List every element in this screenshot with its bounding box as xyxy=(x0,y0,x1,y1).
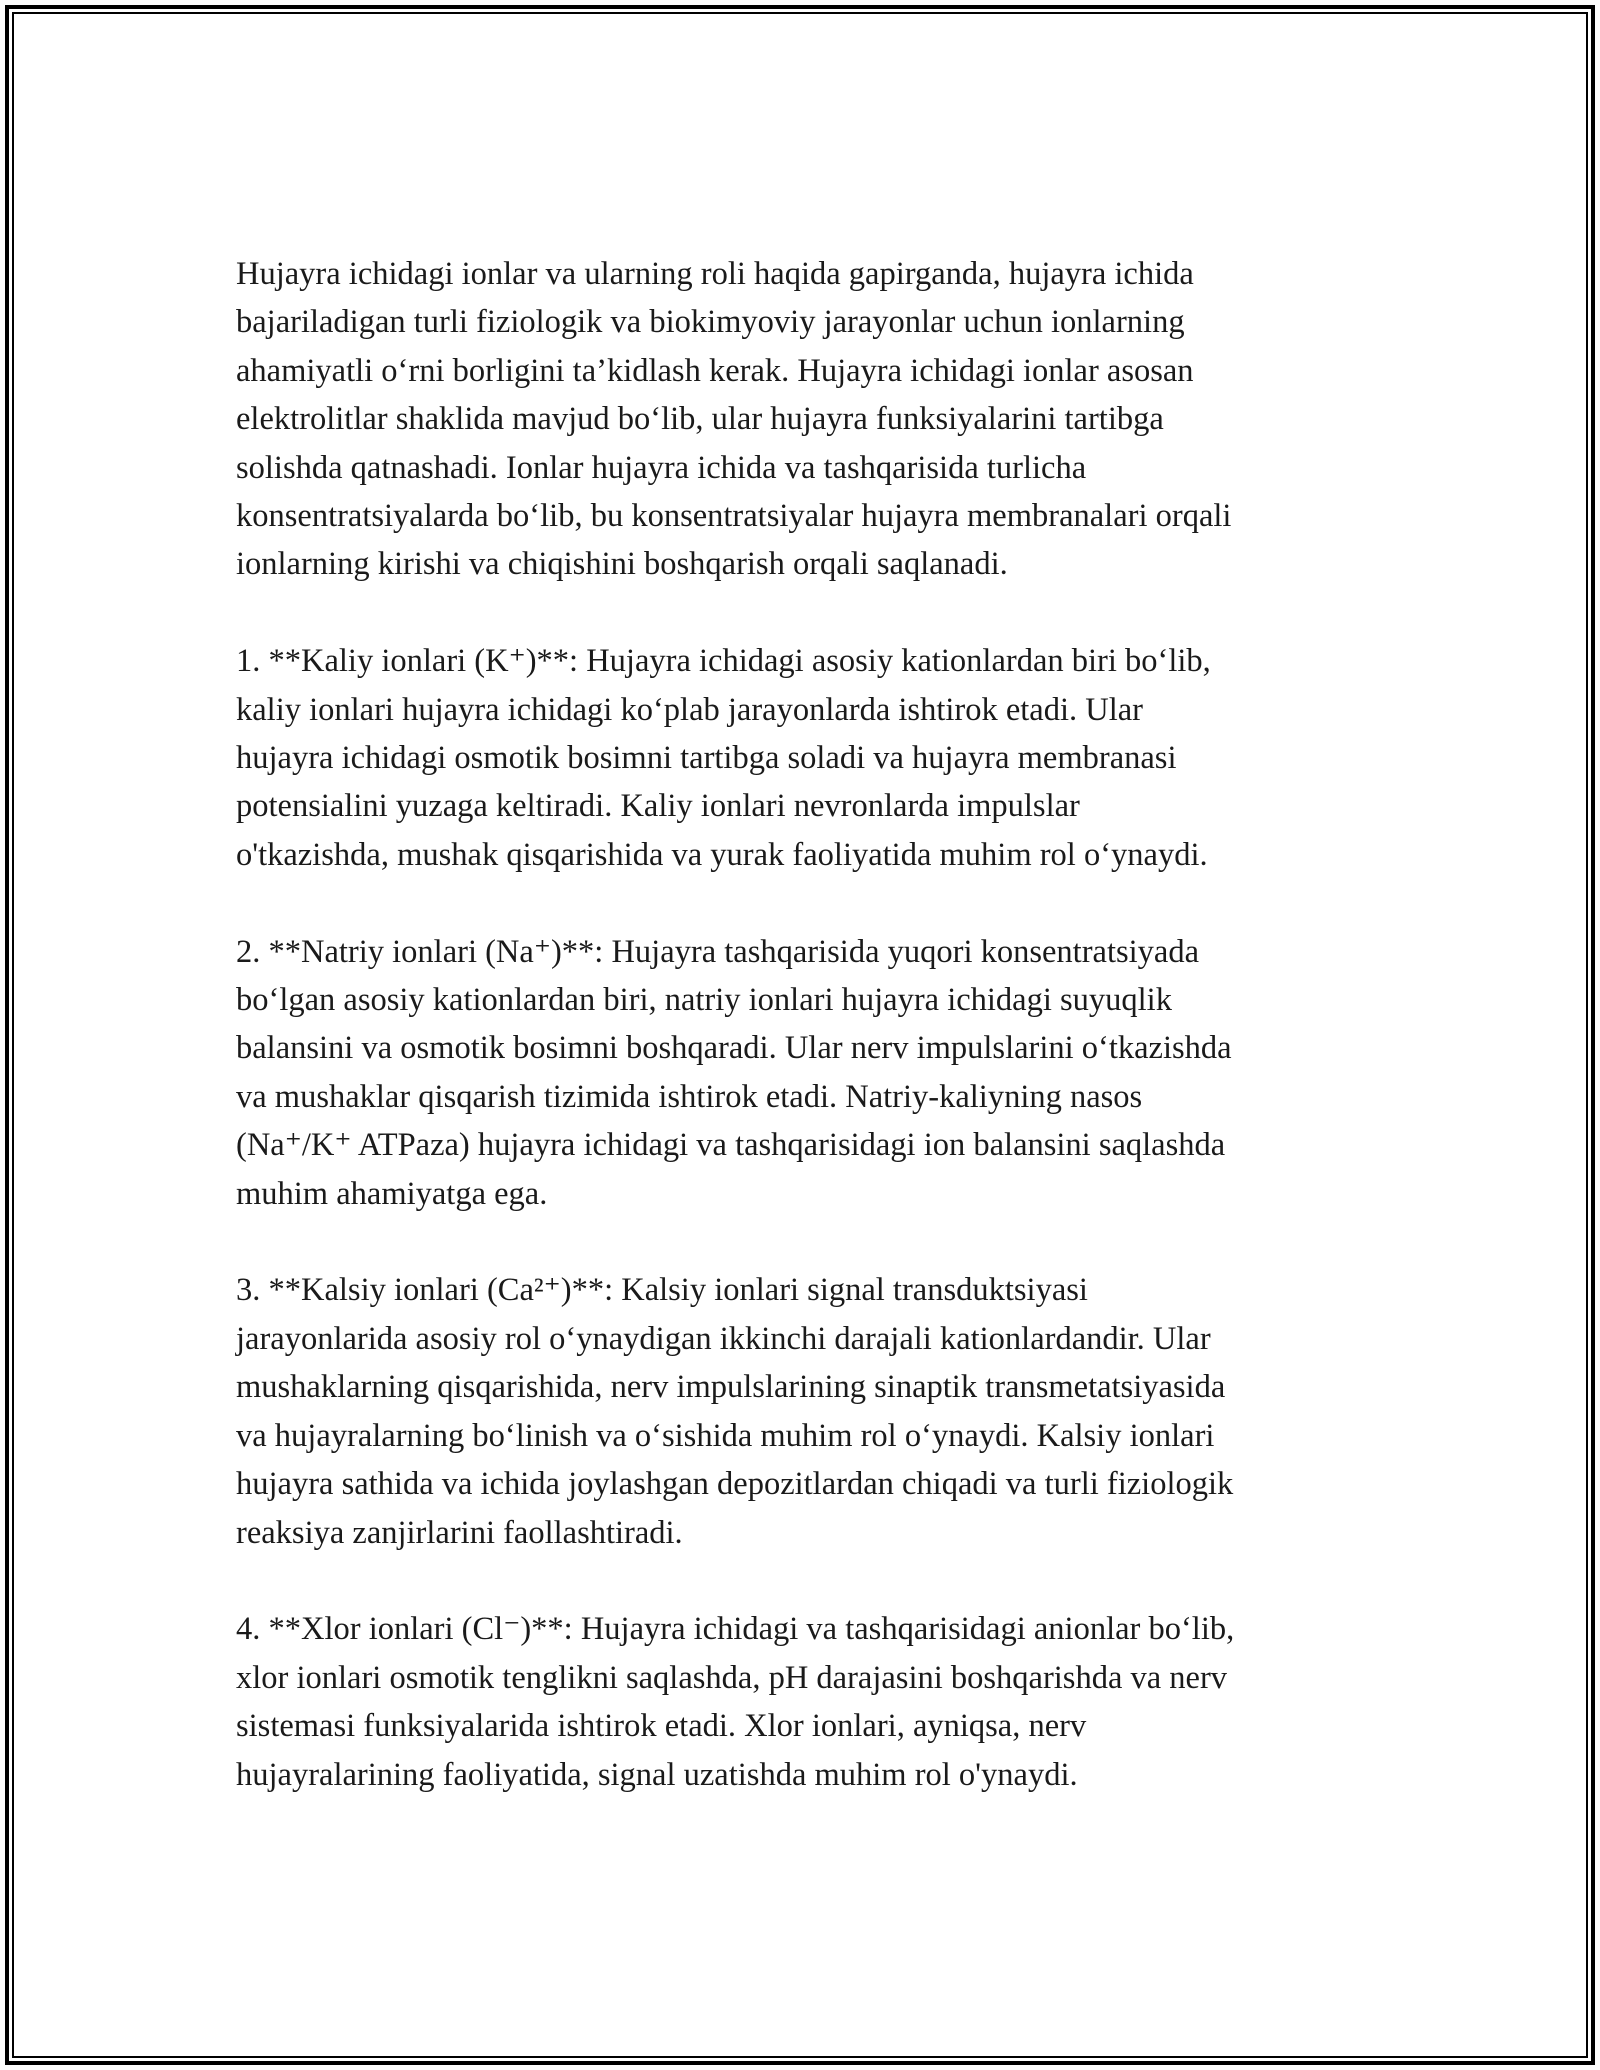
chlorine-ions-paragraph: 4. **Xlor ionlari (Cl⁻)**: Hujayra ichidagi va tashqarisidagi anionlar bo‘lib, xlor ionlari osmotik tenglikni saqlashda, pH darajasini boshqarishda va nerv sistemasi funksiyalarida ishtirok etadi. Xlor ionlari, ayniqsa, nerv hujayralarining faoliyatida, signal uzatishda muhim rol o'ynaydi. xyxy=(236,1611,1235,1793)
intro-paragraph: Hujayra ichidagi ionlar va ularning roli haqida gapirganda, hujayra ichida bajariladigan turli fiziologik va biokimyoviy jarayonlar uchun ionlarning ahamiyatli o‘rni borligini ta’kidlash kerak. Hujayra ichidagi ionlar asosan elektrolitlar shaklida mavjud bo‘lib, ular hujayra funksiyalarini tartibga solishda qatnashadi. Ionlar hujayra ichida va tashqarisida turlicha konsentratsiyalarda bo‘lib, bu konsentratsiyalar hujayra membranalari orqali ionlarning kirishi va chiqishini boshqarish orqali saqlanadi. xyxy=(236,256,1232,583)
potassium-ions-paragraph: 1. **Kaliy ionlari (K⁺)**: Hujayra ichidagi asosiy kationlardan biri bo‘lib, kaliy ionlari hujayra ichidagi ko‘plab jarayonlarda ishtirok etadi. Ular hujayra ichidagi osmotik bosimni tartibga soladi va hujayra membranasi potensialini yuzaga keltiradi. Kaliy ionlari nevronlarda impulslar o'tkazishda, mushak qisqarishida va yurak faoliyatida muhim rol o‘ynaydi. xyxy=(236,643,1211,873)
sodium-ions-paragraph: 2. **Natriy ionlari (Na⁺)**: Hujayra tashqarisida yuqori konsentratsiyada bo‘lgan asosiy kationlardan biri, natriy ionlari hujayra ichidagi suyuqlik balansini va osmotik bosimni boshqaradi. Ular nerv impulslarini o‘tkazishda va mushaklar qisqarish tizimida ishtirok etadi. Natriy-kaliyning nasos (Na⁺/K⁺ ATPaza) hujayra ichidagi va tashqarisidagi ion balansini saqlashda muhim ahamiyatga ega. xyxy=(236,933,1232,1212)
calcium-ions-paragraph: 3. **Kalsiy ionlari (Ca²⁺)**: Kalsiy ionlari signal transduktsiyasi jarayonlarida asosiy rol o‘ynaydigan ikkinchi darajali kationlardandir. Ular mushaklarning qisqarishida, nerv impulslarining sinaptik transmetatsiyasida va hujayralarning bo‘linish va o‘sishida muhim rol o‘ynaydi. Kalsiy ionlari hujayra sathida va ichida joylashgan depozitlardan chiqadi va turli fiziologik reaksiya zanjirlarini faollashtiradi. xyxy=(236,1272,1234,1551)
document-body xyxy=(236,250,1376,1799)
